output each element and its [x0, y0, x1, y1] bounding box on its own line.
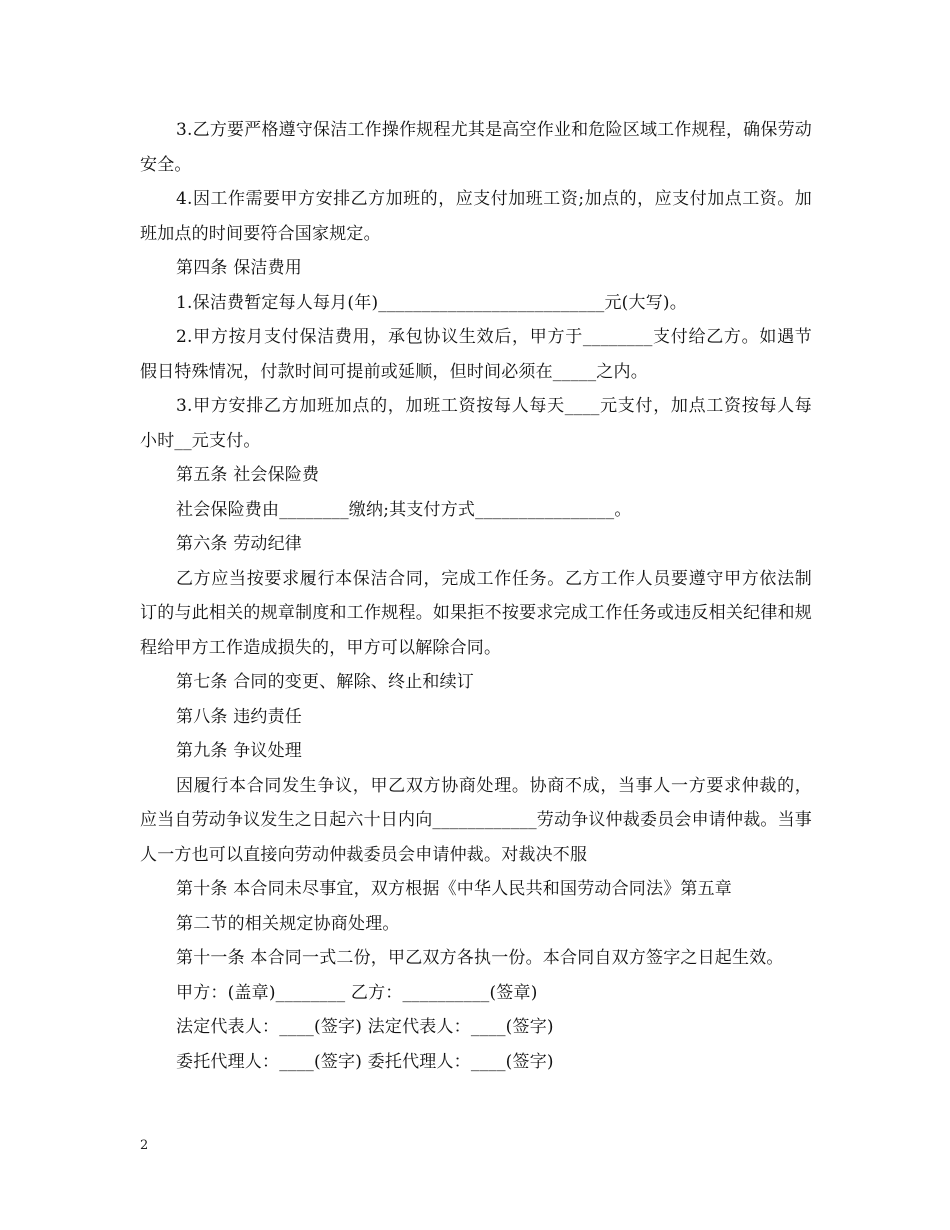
- clause-3-safety: 3.乙方要严格遵守保洁工作操作规程尤其是高空作业和危险区域工作规程，确保劳动安全。: [140, 120, 812, 175]
- article-5-body: 社会保险费由________缴纳;其支付方式________________。: [176, 499, 632, 520]
- signature-authorized-agents: 委托代理人：____(签字) 委托代理人：____(签字): [176, 1051, 554, 1072]
- article-4-heading: 第四条 保洁费用: [176, 258, 303, 278]
- article-4-item-2: 2.甲方按月支付保洁费用，承包协议生效后，甲方于________支付给乙方。如遇节假日特殊情况，付款时间可提前或延顺，但时间必须在_____之内。: [140, 327, 812, 382]
- article-4-item-1: 1.保洁费暂定每人每月(年)__________________________元(大写)。: [176, 292, 687, 313]
- article-9-body: 因履行本合同发生争议，甲乙双方协商处理。协商不成，当事人一方要求仲裁的，应当自劳动争议发生之日起六十日内向____________劳动争议仲裁委员会申请仲裁。当事人一方也可以直接向劳动仲裁委员会申请仲裁。对裁决不服: [140, 775, 812, 865]
- page-number: 2: [140, 1138, 149, 1153]
- document-body: [140, 113, 812, 1079]
- article-10-line-1: 第十条 本合同未尽事宜，双方根据《中华人民共和国劳动合同法》第五章: [176, 879, 733, 899]
- article-11: 第十一条 本合同一式二份，甲乙双方各执一份。本合同自双方签字之日起生效。: [176, 948, 784, 968]
- article-7-heading: 第七条 合同的变更、解除、终止和续订: [176, 672, 475, 692]
- article-5-heading: 第五条 社会保险费: [176, 465, 320, 485]
- article-8-heading: 第八条 违约责任: [176, 706, 303, 727]
- article-6-heading: 第六条 劳动纪律: [176, 534, 303, 554]
- clause-4-overtime: 4.因工作需要甲方安排乙方加班的，应支付加班工资;加点的，应支付加点工资。加班加点的时间要符合国家规定。: [140, 189, 812, 244]
- article-4-item-3: 3.甲方安排乙方加班加点的，加班工资按每人每天____元支付，加点工资按每人每小时__元支付。: [140, 396, 812, 451]
- signature-legal-representatives: 法定代表人：____(签字) 法定代表人：____(签字): [176, 1017, 554, 1037]
- article-6-body: 乙方应当按要求履行本保洁合同，完成工作任务。乙方工作人员要遵守甲方依法制订的与此相关的规章制度和工作规程。如果拒不按要求完成工作任务或违反相关纪律和规程给甲方工作造成损失的，甲方可以解除合同。: [140, 568, 812, 658]
- article-9-heading: 第九条 争议处理: [176, 741, 303, 761]
- article-10-line-2: 第二节的相关规定协商处理。: [176, 913, 400, 934]
- signature-parties: 甲方：(盖章)________ 乙方：__________(签章): [176, 982, 538, 1003]
